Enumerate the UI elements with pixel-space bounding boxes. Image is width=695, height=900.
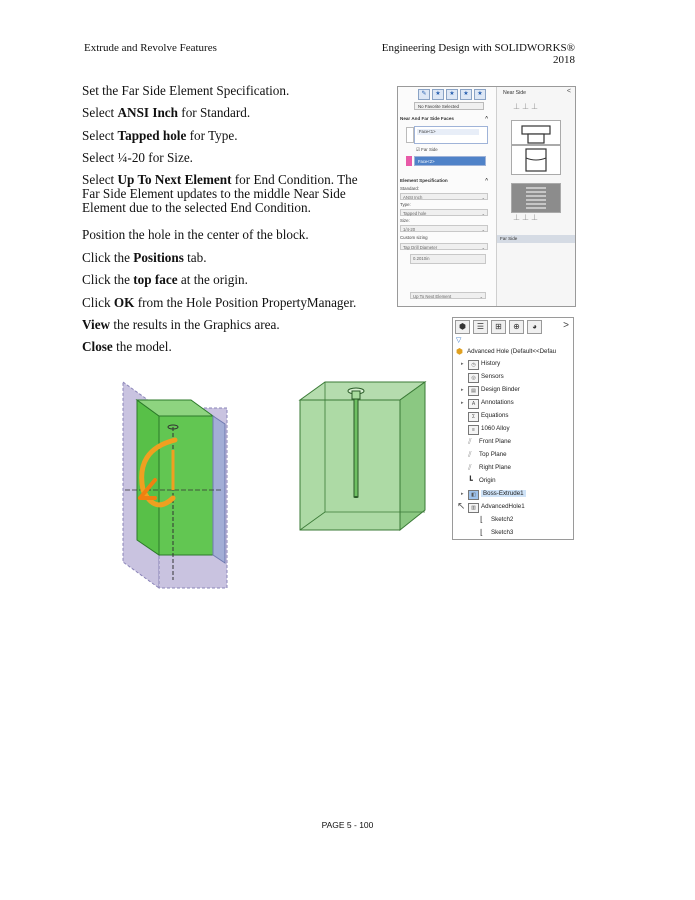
- origin-icon: ┗: [468, 476, 473, 485]
- tree-item-design-binder[interactable]: ▤ Design Binder: [468, 386, 520, 396]
- end-condition-select[interactable]: Up To Next Element ⌄: [410, 292, 486, 299]
- favorite-select[interactable]: No Favorite Selected: [414, 102, 484, 110]
- header-book-title: Engineering Design with SOLIDWORKS® 2018: [381, 42, 575, 66]
- configuration-tab[interactable]: ⊞: [491, 320, 506, 334]
- far-face-selection-box[interactable]: Face<2>: [414, 156, 486, 166]
- face-selection-icon: [406, 127, 414, 143]
- tree-tabs: [455, 320, 542, 334]
- sigma-icon: Σ: [468, 412, 479, 422]
- instruction-4: Select ¼-20 for Size.: [82, 150, 193, 165]
- tree-root-item[interactable]: ⬢ Advanced Hole (Default<<Defau: [456, 347, 557, 356]
- collapse-pane-icon[interactable]: <: [566, 88, 571, 95]
- collapse-icon[interactable]: ^: [485, 178, 488, 184]
- standard-label: Standard:: [400, 186, 420, 191]
- block-with-hole-preview: [115, 380, 230, 590]
- mouse-cursor-icon: ↖: [457, 501, 466, 512]
- size-select[interactable]: 1/4-20 ⌄: [400, 225, 488, 232]
- sketch-icon: ⌊: [480, 528, 484, 537]
- tap-drill-value[interactable]: 0.2010in: [410, 254, 486, 264]
- block-with-tapped-hole: [290, 380, 440, 535]
- expand-icon[interactable]: ▸: [461, 387, 464, 393]
- far-side-row[interactable]: Far Side: [497, 235, 575, 243]
- display-tab[interactable]: ◕: [527, 320, 542, 334]
- far-side-tool-icons[interactable]: ⊥⊥⊥: [513, 213, 540, 222]
- dimxpert-tab[interactable]: ⊕: [509, 320, 524, 334]
- standard-select[interactable]: ANSI Inch ⌄: [400, 193, 488, 200]
- far-side-checkbox[interactable]: ☑ Far Side: [416, 147, 438, 152]
- sensor-icon: ◎: [468, 373, 479, 383]
- page-number: PAGE 5 - 100: [321, 820, 374, 830]
- annotation-icon: A: [468, 399, 479, 409]
- custom-sizing-checkbox[interactable]: Custom sizing: [400, 235, 428, 240]
- chevron-down-icon: ⌄: [481, 195, 485, 200]
- tree-item-annotations[interactable]: A Annotations: [468, 399, 514, 409]
- feature-manager-tree: [452, 317, 574, 540]
- hole-property-manager: [397, 86, 576, 307]
- tree-item-right-plane[interactable]: ⫽ Right Plane: [468, 463, 511, 472]
- tree-item-material[interactable]: ≡ 1060 Alloy: [468, 425, 510, 435]
- feature-manager-tab[interactable]: ⬢: [455, 320, 470, 334]
- type-label: Type:: [400, 202, 411, 207]
- tree-item-sketch3[interactable]: ⌊ Sketch3: [480, 528, 514, 537]
- tree-item-sensors[interactable]: ◎ Sensors: [468, 373, 504, 383]
- counterbore-element-preview[interactable]: [511, 120, 561, 145]
- material-icon: ≡: [468, 425, 479, 435]
- instruction-6: Position the hole in the center of the block.: [82, 227, 309, 242]
- pm-left-pane: [398, 87, 497, 306]
- instruction-8: Click the top face at the origin.: [82, 272, 248, 287]
- collapse-icon[interactable]: ^: [485, 116, 488, 122]
- tap-drill-select[interactable]: Tap Drill Diameter ⌄: [400, 243, 488, 250]
- tapped-element-preview[interactable]: [511, 183, 561, 213]
- tree-item-boss-extrude[interactable]: ◧ Boss-Extrude1: [468, 490, 526, 500]
- extrude-icon: ◧: [468, 490, 479, 500]
- far-side-color-icon: [406, 156, 412, 166]
- header-chapter-title: Extrude and Revolve Features: [84, 42, 217, 54]
- expand-icon[interactable]: ▸: [461, 361, 464, 367]
- pm-right-pane: [497, 87, 575, 306]
- type-select[interactable]: Tapped hole ⌄: [400, 209, 488, 216]
- chevron-down-icon: ⌄: [479, 294, 483, 299]
- faces-section-title[interactable]: Near And Far Side Faces ^: [400, 116, 488, 122]
- chevron-right-icon[interactable]: >: [563, 320, 569, 331]
- chevron-down-icon: ⌄: [481, 211, 485, 216]
- type-tab[interactable]: ✎: [418, 89, 430, 100]
- tree-item-front-plane[interactable]: ⫽ Front Plane: [468, 437, 511, 446]
- feature-tab[interactable]: ★: [474, 89, 486, 100]
- instruction-11: Close the model.: [82, 339, 172, 354]
- cylinder-element-preview[interactable]: [511, 145, 561, 175]
- near-side-title: Near Side: [503, 90, 527, 96]
- tree-item-origin[interactable]: ┗ Origin: [468, 476, 496, 485]
- binder-icon: ▤: [468, 386, 479, 396]
- size-label: Size:: [400, 218, 410, 223]
- chevron-down-icon: ⌄: [481, 245, 485, 250]
- tree-item-history[interactable]: ◷ History: [468, 360, 500, 370]
- plane-icon: ⫽: [468, 463, 472, 472]
- instruction-10: View the results in the Graphics area.: [82, 317, 280, 332]
- options-tab[interactable]: ★: [460, 89, 472, 100]
- hole-icon: ▥: [468, 503, 479, 513]
- history-icon: ◷: [468, 360, 479, 370]
- instruction-2: Select ANSI Inch for Standard.: [82, 105, 251, 120]
- favorite-tab[interactable]: ★: [432, 89, 444, 100]
- near-side-tool-icons[interactable]: ⊥⊥⊥: [513, 102, 540, 111]
- filter-icon[interactable]: ▽: [456, 337, 462, 344]
- pm-tabs: [418, 89, 486, 98]
- element-spec-section-title[interactable]: Element Specification ^: [400, 178, 488, 184]
- tree-item-advanced-hole[interactable]: ▥ AdvancedHole1: [468, 503, 525, 513]
- face1-chip[interactable]: Face<1>: [417, 129, 479, 135]
- sketch-icon: ⌊: [480, 515, 484, 524]
- instruction-1: Set the Far Side Element Specification.: [82, 83, 290, 98]
- positions-tab[interactable]: ★: [446, 89, 458, 100]
- instruction-5: Select Up To Next Element for End Condition. The Far Side Element updates to the middle Near Side Element due to the selected End Condition.: [82, 172, 358, 215]
- instruction-3: Select Tapped hole for Type.: [82, 128, 238, 143]
- chevron-down-icon: ⌄: [481, 227, 485, 232]
- plane-icon: ⫽: [468, 437, 472, 446]
- near-face-selection-box[interactable]: [414, 126, 488, 144]
- tree-item-top-plane[interactable]: ⫽ Top Plane: [468, 450, 507, 459]
- expand-icon[interactable]: ▸: [461, 400, 464, 406]
- tree-item-equations[interactable]: Σ Equations: [468, 412, 509, 422]
- instruction-9: Click OK from the Hole Position PropertyManager.: [82, 295, 357, 310]
- tree-item-sketch2[interactable]: ⌊ Sketch2: [480, 515, 514, 524]
- property-manager-tab[interactable]: ☰: [473, 320, 488, 334]
- expand-icon[interactable]: ▸: [461, 491, 464, 497]
- plane-icon: ⫽: [468, 450, 472, 459]
- instruction-7: Click the Positions tab.: [82, 250, 207, 265]
